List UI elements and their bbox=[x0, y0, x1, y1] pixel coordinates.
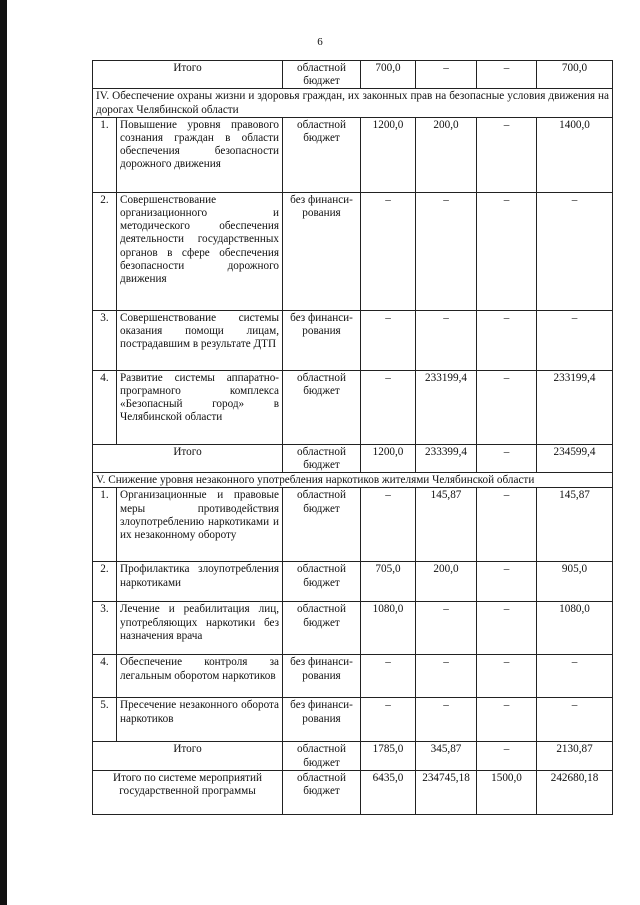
value-col2: – bbox=[416, 192, 477, 310]
value-col3: – bbox=[477, 192, 537, 310]
value-total: 1080,0 bbox=[537, 602, 613, 655]
value-total: 1400,0 bbox=[537, 117, 613, 192]
value-col3: – bbox=[477, 655, 537, 698]
section-title: V. Снижение уровня незаконного употребления наркотиков жителями Челябинской области bbox=[93, 473, 613, 488]
page-number: 6 bbox=[317, 36, 323, 48]
value-total: 2130,87 bbox=[537, 742, 613, 770]
value-col3: – bbox=[477, 310, 537, 370]
table-row bbox=[93, 698, 613, 742]
value-col3: – bbox=[477, 117, 537, 192]
value-col1: – bbox=[361, 655, 416, 698]
value-col1: – bbox=[361, 488, 416, 562]
value-col2: 234745,18 bbox=[416, 770, 477, 814]
value-col3: – bbox=[477, 742, 537, 770]
value-col1: 1200,0 bbox=[361, 444, 416, 472]
row-number: 1. bbox=[93, 488, 117, 562]
value-col1: – bbox=[361, 370, 416, 444]
section-title: IV. Обеспечение охраны жизни и здоровья граждан, их законных прав на безопасные условия движения на дорогах Челябинской области bbox=[93, 89, 613, 117]
row-number: 3. bbox=[93, 602, 117, 655]
value-col1: 700,0 bbox=[361, 61, 416, 89]
measure-name: Профилактика злоупотребления наркотиками bbox=[117, 562, 283, 602]
table-row bbox=[93, 602, 613, 655]
scan-edge-bar bbox=[0, 0, 7, 905]
table-row bbox=[93, 562, 613, 602]
value-col2: – bbox=[416, 698, 477, 742]
funding-source: областной бюджет bbox=[283, 742, 361, 770]
value-col1: 6435,0 bbox=[361, 770, 416, 814]
funding-source: областной бюджет bbox=[283, 562, 361, 602]
value-col3: – bbox=[477, 370, 537, 444]
value-col1: 1785,0 bbox=[361, 742, 416, 770]
value-col2: 233199,4 bbox=[416, 370, 477, 444]
value-col1: – bbox=[361, 192, 416, 310]
row-number: 4. bbox=[93, 655, 117, 698]
measure-name: Повышение уровня правового сознания граждан в области обеспечения безопасности дорожного движения bbox=[117, 117, 283, 192]
value-col2: – bbox=[416, 61, 477, 89]
value-total: 242680,18 bbox=[537, 770, 613, 814]
value-col1: 1200,0 bbox=[361, 117, 416, 192]
value-col3: – bbox=[477, 444, 537, 472]
funding-source: областной бюджет bbox=[283, 770, 361, 814]
value-total: 905,0 bbox=[537, 562, 613, 602]
value-col3: – bbox=[477, 698, 537, 742]
value-col3: – bbox=[477, 488, 537, 562]
total-label: Итого bbox=[93, 742, 283, 770]
value-col3: – bbox=[477, 602, 537, 655]
section-total-row bbox=[93, 742, 613, 770]
value-col2: – bbox=[416, 602, 477, 655]
funding-source: областной бюджет bbox=[283, 488, 361, 562]
value-col1: 1080,0 bbox=[361, 602, 416, 655]
top-total-row bbox=[93, 61, 613, 89]
row-number: 1. bbox=[93, 117, 117, 192]
funding-source: областной бюджет bbox=[283, 61, 361, 89]
table-row bbox=[93, 655, 613, 698]
section-total-row bbox=[93, 444, 613, 472]
row-number: 3. bbox=[93, 310, 117, 370]
table-row bbox=[93, 310, 613, 370]
value-col3: – bbox=[477, 562, 537, 602]
value-col1: 705,0 bbox=[361, 562, 416, 602]
grand-total-label: Итого по системе мероприятий государственной программы bbox=[93, 770, 283, 814]
value-col2: 345,87 bbox=[416, 742, 477, 770]
table-row bbox=[93, 488, 613, 562]
funding-source: без финанси-рования bbox=[283, 655, 361, 698]
value-col2: – bbox=[416, 655, 477, 698]
grand-total-row bbox=[93, 770, 613, 814]
measure-name: Совершенствование системы оказания помощи лицам, пострадавшим в результате ДТП bbox=[117, 310, 283, 370]
value-col3: 1500,0 bbox=[477, 770, 537, 814]
value-col1: – bbox=[361, 698, 416, 742]
measure-name: Пресечение незаконного оборота наркотиков bbox=[117, 698, 283, 742]
total-label: Итого bbox=[93, 444, 283, 472]
value-total: 700,0 bbox=[537, 61, 613, 89]
row-number: 4. bbox=[93, 370, 117, 444]
funding-source: областной бюджет bbox=[283, 602, 361, 655]
value-total: – bbox=[537, 655, 613, 698]
measure-name: Лечение и реабилитация лиц, употребляющих наркотики без назначения врача bbox=[117, 602, 283, 655]
value-total: 233199,4 bbox=[537, 370, 613, 444]
funding-source: без финанси-рования bbox=[283, 192, 361, 310]
value-col2: 200,0 bbox=[416, 562, 477, 602]
value-total: – bbox=[537, 192, 613, 310]
table-row bbox=[93, 117, 613, 192]
funding-source: областной бюджет bbox=[283, 370, 361, 444]
value-col2: – bbox=[416, 310, 477, 370]
value-col3: – bbox=[477, 61, 537, 89]
table-row bbox=[93, 192, 613, 310]
funding-source: без финанси-рования bbox=[283, 698, 361, 742]
measure-name: Развитие системы аппаратно-програмного комплекса «Безопасный город» в Челябинской области bbox=[117, 370, 283, 444]
section-header-row bbox=[93, 89, 613, 117]
funding-source: областной бюджет bbox=[283, 444, 361, 472]
section-header-row bbox=[93, 473, 613, 488]
program-table bbox=[92, 60, 613, 815]
value-total: – bbox=[537, 310, 613, 370]
value-col2: 145,87 bbox=[416, 488, 477, 562]
value-total: 234599,4 bbox=[537, 444, 613, 472]
value-total: 145,87 bbox=[537, 488, 613, 562]
measure-name: Обеспечение контроля за легальным оборотом наркотиков bbox=[117, 655, 283, 698]
value-total: – bbox=[537, 698, 613, 742]
total-label: Итого bbox=[93, 61, 283, 89]
value-col2: 233399,4 bbox=[416, 444, 477, 472]
table-row bbox=[93, 370, 613, 444]
value-col1: – bbox=[361, 310, 416, 370]
measure-name: Организационные и правовые меры противодействия злоупотреблению наркотиками и их незаконному обороту bbox=[117, 488, 283, 562]
funding-source: областной бюджет bbox=[283, 117, 361, 192]
value-col2: 200,0 bbox=[416, 117, 477, 192]
funding-source: без финанси-рования bbox=[283, 310, 361, 370]
measure-name: Совершенствование организационного и методического обеспечения деятельности государственных органов в сфере обеспечения безопасности дорожного движения bbox=[117, 192, 283, 310]
row-number: 2. bbox=[93, 562, 117, 602]
row-number: 5. bbox=[93, 698, 117, 742]
row-number: 2. bbox=[93, 192, 117, 310]
